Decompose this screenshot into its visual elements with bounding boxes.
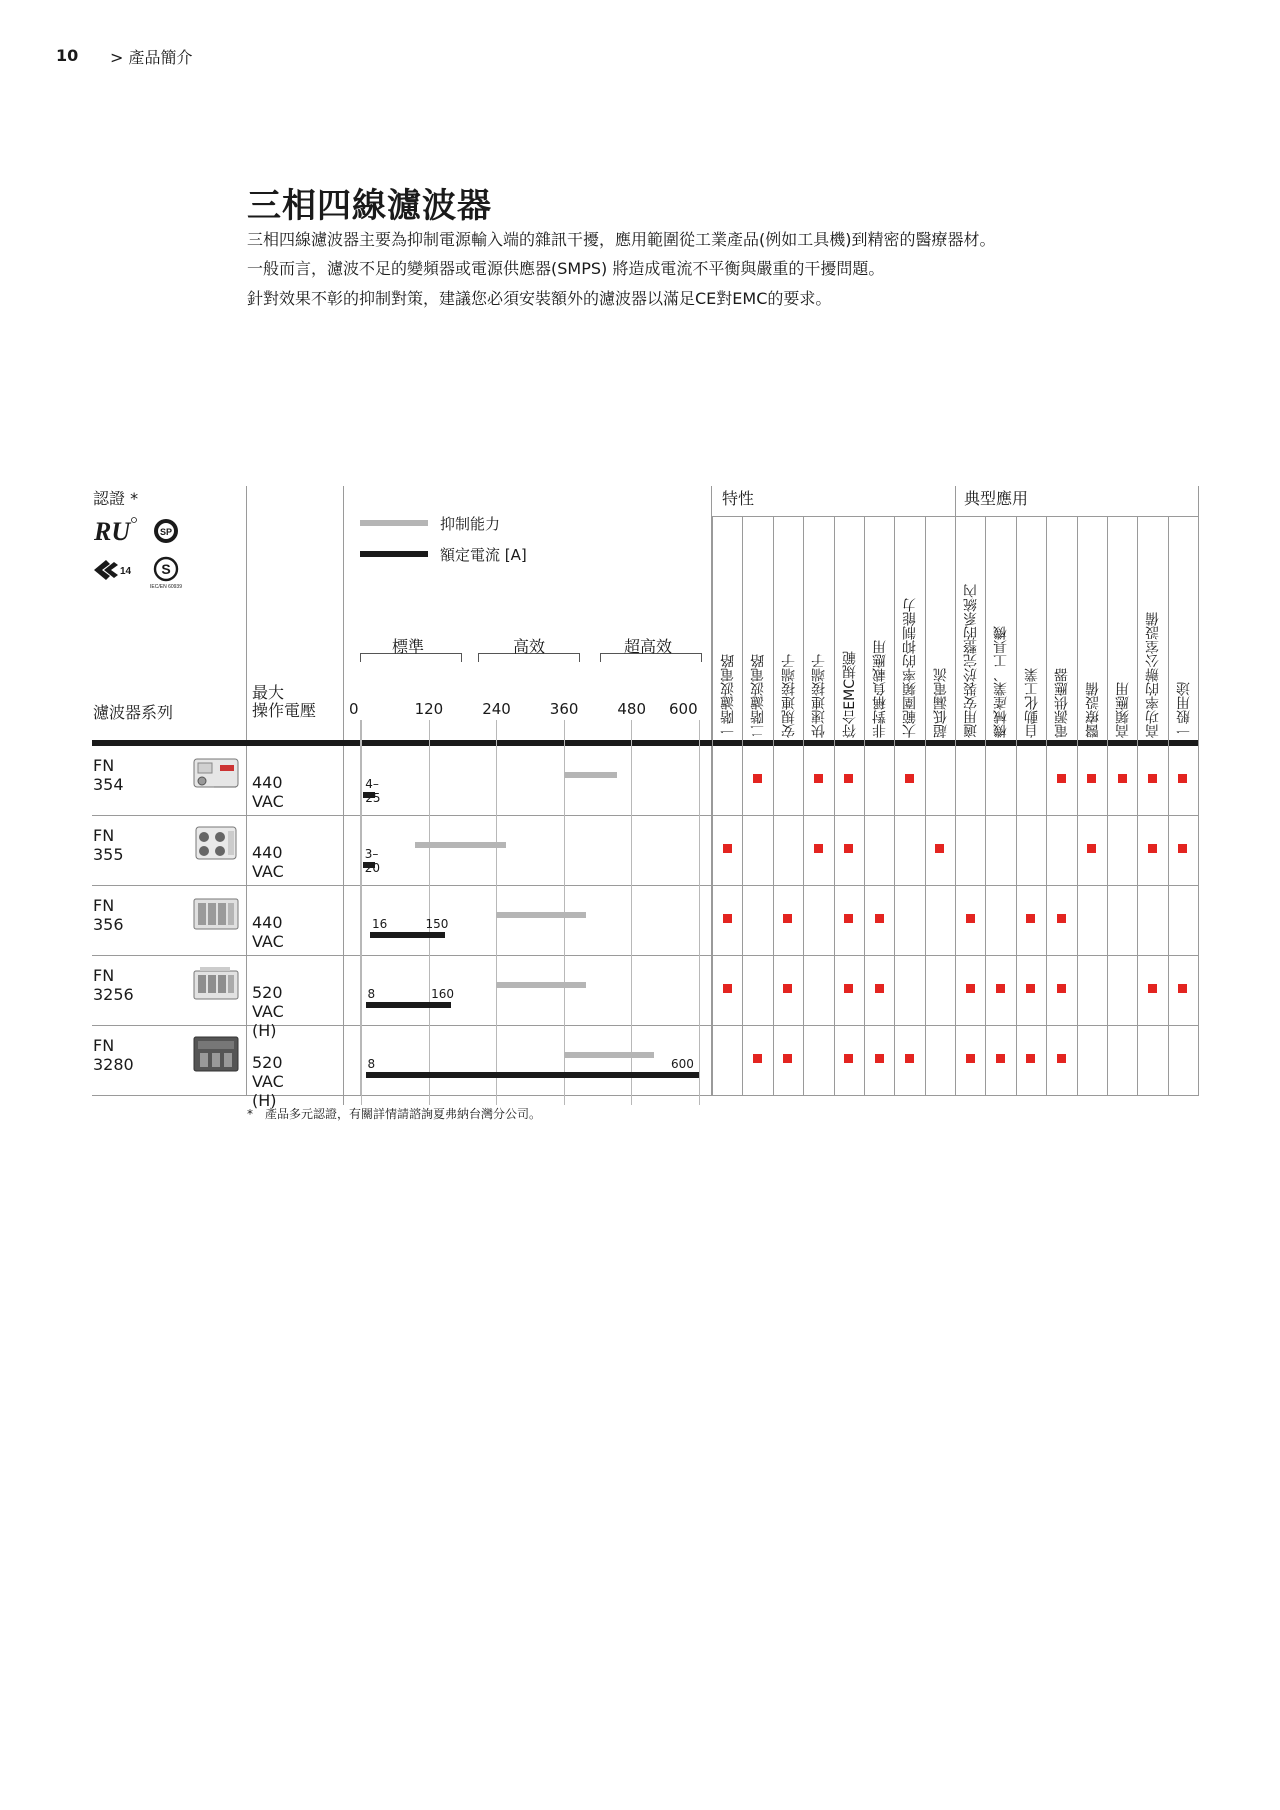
row-voltage: 440 VAC xyxy=(252,843,284,881)
application-marker xyxy=(1026,1054,1035,1063)
current-label-max: 600 xyxy=(671,1057,694,1071)
feature-marker xyxy=(844,1054,853,1063)
csa-logo xyxy=(152,516,182,550)
grid-thick-header-line xyxy=(92,740,1199,746)
application-marker xyxy=(1178,844,1187,853)
feature-marker xyxy=(783,1054,792,1063)
row-series-name: FN 356 xyxy=(93,896,124,934)
feature-marker xyxy=(783,984,792,993)
feature-marker xyxy=(723,844,732,853)
axis-tick-label: 0 xyxy=(349,700,359,718)
grid-vline-category xyxy=(773,516,774,1095)
rated-current-bar xyxy=(366,1072,699,1078)
application-marker xyxy=(1148,774,1157,783)
application-header: 一般用途 xyxy=(1175,682,1192,738)
row-series-name: FN 3256 xyxy=(93,966,134,1004)
feature-header: 安規連接端子 xyxy=(780,654,797,738)
feature-marker xyxy=(814,774,823,783)
application-header: 機械產業、工具機 xyxy=(993,626,1010,738)
application-marker xyxy=(1057,914,1066,923)
suppression-bar xyxy=(496,982,586,988)
application-marker xyxy=(1057,1054,1066,1063)
product-image xyxy=(190,753,242,795)
feature-marker xyxy=(723,914,732,923)
grid-vline-category xyxy=(1077,516,1078,1095)
grid-vline-category xyxy=(894,516,895,1095)
application-marker xyxy=(1118,774,1127,783)
application-marker xyxy=(1087,774,1096,783)
grid-vline-category xyxy=(712,516,713,1095)
application-marker xyxy=(1178,774,1187,783)
application-header: 電源供應器 xyxy=(1054,668,1071,738)
feature-marker xyxy=(723,984,732,993)
feature-marker xyxy=(935,844,944,853)
current-label-min: 4–25 xyxy=(365,777,381,805)
grid-vline-category xyxy=(985,516,986,1095)
rated-current-bar xyxy=(370,932,445,938)
axis-tick-label: 120 xyxy=(414,700,444,718)
svg-text:RU: RU xyxy=(94,517,131,544)
axis-tick-label: 240 xyxy=(482,700,511,718)
feature-marker xyxy=(875,914,884,923)
legend-rated-current-swatch xyxy=(360,551,428,557)
grid-vline-category xyxy=(1137,516,1138,1095)
grid-hline-row xyxy=(92,815,1199,816)
svg-text:IEC/EN 60939: IEC/EN 60939 xyxy=(150,584,182,590)
chart-gridline xyxy=(699,720,700,1105)
intro-line-3: 針對效果不彰的抑制對策，建議您必須安裝額外的濾波器以滿足CE對EMC的要求。 xyxy=(247,289,832,308)
grid-vline-series xyxy=(246,486,247,1095)
application-header: 高頻應用 xyxy=(1114,682,1131,738)
application-marker xyxy=(996,1054,1005,1063)
application-header: 自動化工業 xyxy=(1023,668,1040,738)
current-label-max: 150 xyxy=(425,917,449,931)
feature-marker xyxy=(905,774,914,783)
grid-vline-category xyxy=(834,516,835,1095)
axis-tick-label: 360 xyxy=(549,700,579,718)
application-marker xyxy=(966,984,975,993)
application-header: 適用安裝於完整的系統內 xyxy=(963,584,979,738)
feature-marker xyxy=(844,774,853,783)
row-voltage: 520 VAC (H) xyxy=(252,1053,284,1110)
row-voltage: 440 VAC xyxy=(252,913,284,951)
footnote: * 產品多元認證，有關詳情請諮詢夏弗納台灣分公司。 xyxy=(247,1107,542,1121)
row-series-name: FN 354 xyxy=(93,756,124,794)
legend-suppression-label: 抑制能力 xyxy=(440,515,501,533)
suppression-bar xyxy=(415,842,507,848)
product-image xyxy=(190,893,242,935)
suppression-bar xyxy=(564,1052,654,1058)
application-marker xyxy=(1026,914,1035,923)
application-marker xyxy=(1178,984,1187,993)
application-marker xyxy=(966,1054,975,1063)
chart-gridline-origin xyxy=(360,720,361,1095)
application-marker xyxy=(1148,984,1157,993)
group-applications-header: 典型應用 xyxy=(964,489,1029,508)
feature-marker xyxy=(814,844,823,853)
col-voltage-line1: 最大 xyxy=(252,683,285,702)
group-features-header: 特性 xyxy=(722,489,755,508)
feature-header: 一階濾波電路 xyxy=(720,654,736,738)
grid-vline-category xyxy=(1107,516,1108,1095)
application-marker xyxy=(966,914,975,923)
grid-vline-category xyxy=(803,516,804,1095)
rated-current-bar xyxy=(366,1002,452,1008)
feature-header: 非對稱負載應用 xyxy=(871,640,888,738)
grid-vline-category xyxy=(1046,516,1047,1095)
feature-marker xyxy=(753,774,762,783)
feature-header: 超低漏電流 xyxy=(932,668,949,738)
grid-hline-row xyxy=(92,955,1199,956)
feature-marker xyxy=(783,914,792,923)
application-marker xyxy=(1057,984,1066,993)
svg-text:14: 14 xyxy=(120,566,132,577)
application-marker xyxy=(1148,844,1157,853)
feature-marker xyxy=(844,844,853,853)
col-voltage-header xyxy=(252,684,316,720)
chart-gridline xyxy=(361,720,362,1105)
suppression-bar xyxy=(564,772,618,778)
product-image xyxy=(190,823,242,865)
grid-vline-category xyxy=(1198,516,1199,1095)
feature-header: 快速連接端子 xyxy=(811,654,828,738)
row-series-name: FN 3280 xyxy=(93,1036,134,1074)
chart-gridline xyxy=(631,720,632,1105)
application-header: 醫療設備 xyxy=(1084,682,1101,738)
current-label-max: 160 xyxy=(431,987,455,1001)
current-label-min: 8 xyxy=(367,987,376,1001)
grid-vline-category xyxy=(925,516,926,1095)
ccc-logo xyxy=(92,556,138,588)
col-voltage-line2: 操作電壓 xyxy=(252,701,317,720)
cert-label: 認證 * xyxy=(93,489,139,508)
feature-header: 二階濾波電路 xyxy=(750,654,767,738)
intro-line-1: 三相四線濾波器主要為抑制電源輸入端的雜訊干擾，應用範圍從工業產品(例如工具機)到精密的醫療器材。 xyxy=(247,230,996,249)
suppression-bar xyxy=(496,912,586,918)
page-title: 三相四線濾波器 xyxy=(247,186,492,226)
application-marker xyxy=(1087,844,1096,853)
legend-rated-current-label: 額定電流 [A] xyxy=(440,546,527,564)
axis-tick-label: 480 xyxy=(617,700,647,718)
level-high: 高效 xyxy=(513,637,546,656)
level-standard: 標準 xyxy=(392,637,425,656)
application-marker xyxy=(996,984,1005,993)
grid-vline-group-separator xyxy=(955,486,956,1095)
page-number: 10 xyxy=(56,46,79,65)
current-label-min: 3–20 xyxy=(364,847,380,875)
row-voltage: 440 VAC xyxy=(252,773,284,811)
grid-vline-category xyxy=(742,516,743,1095)
feature-header: 符合EMC規範 xyxy=(841,651,858,738)
grid-vline-category xyxy=(1168,516,1169,1095)
current-label-min: 8 xyxy=(367,1057,376,1071)
chart-gridline xyxy=(429,720,430,1105)
application-header: 高功率的辦公室設備 xyxy=(1145,612,1162,738)
legend-suppression-swatch xyxy=(360,520,428,526)
application-marker xyxy=(1057,774,1066,783)
feature-marker xyxy=(905,1054,914,1063)
intro-line-2: 一般而言，濾波不足的變頻器或電源供應器(SMPS) 將造成電流不平衡與嚴重的干擾問題。 xyxy=(247,259,885,278)
axis-tick-label: 600 xyxy=(669,700,698,718)
feature-marker xyxy=(844,984,853,993)
row-voltage: 520 VAC (H) xyxy=(252,983,284,1040)
col-series-header: 濾波器系列 xyxy=(93,703,174,722)
grid-vline-category xyxy=(864,516,865,1095)
row-series-name: FN 355 xyxy=(93,826,124,864)
feature-header: 大範圍頻率的抑制能力 xyxy=(902,598,919,738)
feature-marker xyxy=(875,984,884,993)
current-label-min: 16 xyxy=(372,917,388,931)
breadcrumb: > 產品簡介 xyxy=(110,48,193,67)
application-marker xyxy=(1026,984,1035,993)
ul-recognized-logo xyxy=(92,516,138,548)
grid-vline-category xyxy=(1016,516,1017,1095)
grid-hline-row xyxy=(92,885,1199,886)
s-mark-logo xyxy=(148,556,184,594)
level-ultra-high: 超高效 xyxy=(624,637,673,656)
feature-marker xyxy=(753,1054,762,1063)
product-image xyxy=(190,1033,242,1075)
feature-marker xyxy=(844,914,853,923)
feature-marker xyxy=(875,1054,884,1063)
svg-text:SP: SP xyxy=(159,527,173,537)
svg-text:S: S xyxy=(161,561,171,577)
grid-vline-voltage xyxy=(343,486,344,1105)
product-image xyxy=(190,963,242,1005)
